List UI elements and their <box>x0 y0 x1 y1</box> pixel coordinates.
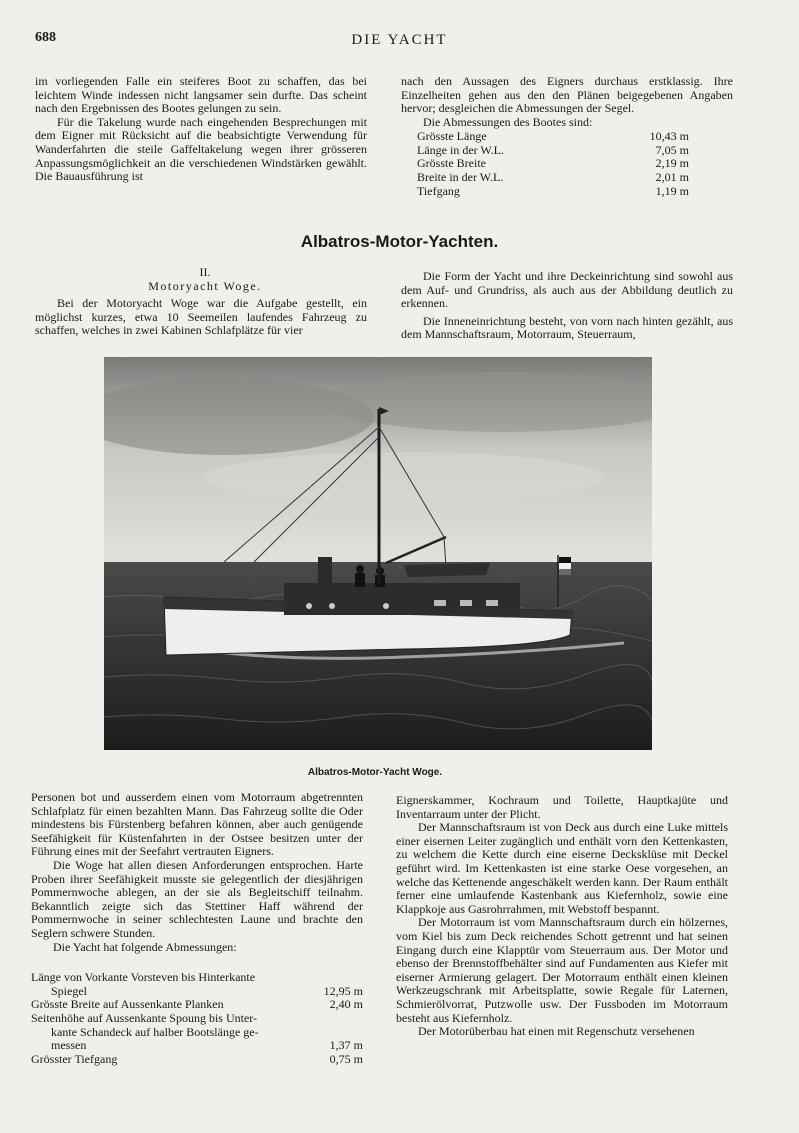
dimension-label: Länge in der W.L. <box>417 142 504 157</box>
paragraph: Für die Takelung wurde nach eingehenden Besprechungen mit dem Eigner mit Rücksicht auf die beabsichtigte Verwendung für Wanderfahrten die steile Gaffeltakelung wegen ihrer grösseren Anpassungsmöglichkeit an die verschiedenen Windstärken gewählt. Die Bauausführung ist <box>35 114 367 184</box>
dimension-label: Grösste Breite auf Aussenkante Planken <box>31 997 224 1012</box>
dimension-row <box>417 130 689 144</box>
dimension-row <box>417 171 689 185</box>
paragraph: Die Yacht hat folgende Abmessungen: <box>53 939 237 954</box>
paragraph: nach den Aussagen des Eigners durchaus erstklassig. Ihre Einzelheiten gehen aus den den Plänen beigegebenen Angaben hervor; desgleichen die Abmessungen der Segel. <box>401 74 733 116</box>
page-number: 688 <box>35 30 56 45</box>
top-left-column <box>35 75 367 184</box>
mid-left-column <box>35 297 367 338</box>
top-right-column <box>401 75 733 129</box>
bottom-left-column <box>31 791 363 954</box>
section-subtitle: Motoryacht Woge. <box>148 279 262 293</box>
dimension-row <box>31 1053 363 1067</box>
dimension-label: Spiegel <box>51 983 87 998</box>
dimension-row <box>31 1039 363 1053</box>
dimension-label: Grösster Tiefgang <box>31 1052 118 1067</box>
dimension-row <box>31 971 363 985</box>
dimension-value: 1,19 m <box>655 183 689 198</box>
paragraph: Der Mannschaftsraum ist von Deck aus durch eine Luke mittels einer eisernen Leiter zugänglich und enthält vorn den Kettenkasten, zu welchem die Kette durch eine eiserne Decksklüse mit Deckel geführt wird. Im Kettenkasten ist eine starke Oese vorgesehen, an welche das Kettenende angeschäkelt werden kann. Der Raum enthält ferner eine umlaufende Kastenbank aus Kiefernholz, sowie eine Klappkoje aus Gasrohrrahmen, mit Webstoff bespannt. <box>396 820 728 916</box>
dimension-value: 10,43 m <box>649 129 689 143</box>
yacht-dimensions-table <box>417 130 689 198</box>
dimension-row <box>31 1026 363 1040</box>
dimension-value: 7,05 m <box>655 142 689 157</box>
yacht-photograph <box>104 357 652 750</box>
dimension-value: 1,37 m <box>329 1038 363 1053</box>
dimension-value: 12,95 m <box>323 983 363 998</box>
paragraph: Bei der Motoryacht Woge war die Aufgabe gestellt, ein möglichst kurzes, etwa 10 Seemeilen laufendes Fahrzeug zu schaffen, welches in zwei Kabinen Schlafplätze für vier <box>35 296 367 338</box>
dimension-row <box>31 985 363 999</box>
dimension-label: Tiefgang <box>417 183 460 198</box>
paragraph: Eignerskammer, Kochraum und Toilette, Hauptkajüte und Inventarraum unter der Plicht. <box>396 793 728 821</box>
paragraph: Die Woge hat allen diesen Anforderungen entsprochen. Harte Proben ihrer Seefähigkeit musste sie gelegentlich der diesjährigen Pommernwoche ablegen, an der sie als Begleitschiff teilnahm. Bekanntlich zeigte sich das Stettiner Haff während der Pommernwoche in seiner schlechtesten Laune und brachte den Seglern schwere Stunden. <box>31 857 363 940</box>
dims-intro: Die Abmessungen des Bootes sind: <box>423 114 593 129</box>
paragraph: Die Form der Yacht und ihre Deckeinrichtung sind sowohl aus dem Auf- und Grundriss, als auch aus der Abbildung deutlich zu erkennen. <box>401 269 733 311</box>
woge-dimensions-table <box>31 971 363 1067</box>
article-title: Albatros-Motor-Yachten. <box>300 232 499 251</box>
dimension-row <box>417 144 689 158</box>
mid-right-column <box>401 270 733 342</box>
dimension-value: 2,19 m <box>655 156 689 171</box>
paragraph: im vorliegenden Falle ein steiferes Boot zu schaffen, das bei leichtem Winde indessen nicht langsamer sein durfte. Das scheint nach den Ergebnissen des Bootes gelungen zu sein. <box>35 74 367 116</box>
dimension-label: Grösste Länge <box>417 129 487 143</box>
dimension-label: Grösste Breite <box>417 156 486 171</box>
paragraph: Der Motorraum ist vom Mannschaftsraum durch ein hölzernes, vom Kiel bis zum Deck reichendes Schott getrennt und hat seinen Eingang durch eine Klapptür vom Steuerraum aus. Der Motor und ebenso der Brennstoffbehälter sind auf Fundamenten aus Kiefer mit eiserner Armierung gelagert. Der Motorraum enthält einen kleinen Werkzeugschrank mit Arbeitsplatte, sowie Regale für Laternen, Schmierölvorrat, Putzwolle usw. Der Fussboden im Motorraum besteht aus Kiefernholz. <box>396 915 728 1025</box>
dimension-label: messen <box>51 1038 87 1053</box>
dimension-row <box>417 157 689 171</box>
motor-yacht-image <box>104 357 652 750</box>
section-number: II. <box>199 265 211 279</box>
paragraph: Die Inneneinrichtung besteht, von vorn nach hinten gezählt, aus dem Mannschaftsraum, Motorraum, Steuerraum, <box>401 313 733 342</box>
dimension-label: Länge von Vorkante Vorsteven bis Hinterkante <box>31 970 256 984</box>
bottom-right-column <box>396 794 728 1039</box>
dimension-label: kante Schandeck auf halber Bootslänge ge- <box>51 1024 259 1039</box>
dimension-row <box>417 185 689 199</box>
dimension-label: Breite in der W.L. <box>417 170 504 185</box>
paragraph: Personen bot und ausserdem einen vom Motorraum abgetrennten Schlafplatz für einen bezahlten Mann. Das Fahrzeug sollte die Oder mindestens bis Fürstenberg befahren können, aber auch genügende Seefähigkeit für Küstenfahrten in der Ostsee besitzen unter der Führung eines mit der Seefahrt vertrauten Eigners. <box>31 790 363 859</box>
photo-caption: Albatros-Motor-Yacht Woge. <box>307 767 443 778</box>
paragraph: Der Motorüberbau hat einen mit Regenschutz versehenen <box>418 1024 695 1039</box>
dimension-row <box>31 1012 363 1026</box>
dimension-value: 0,75 m <box>329 1052 363 1067</box>
running-head: DIE YACHT <box>351 32 448 48</box>
dimension-value: 2,01 m <box>655 170 689 185</box>
dimension-label: Seitenhöhe auf Aussenkante Spoung bis Unter- <box>31 1011 258 1026</box>
dimension-value: 2,40 m <box>329 997 363 1012</box>
dimension-row <box>31 998 363 1012</box>
